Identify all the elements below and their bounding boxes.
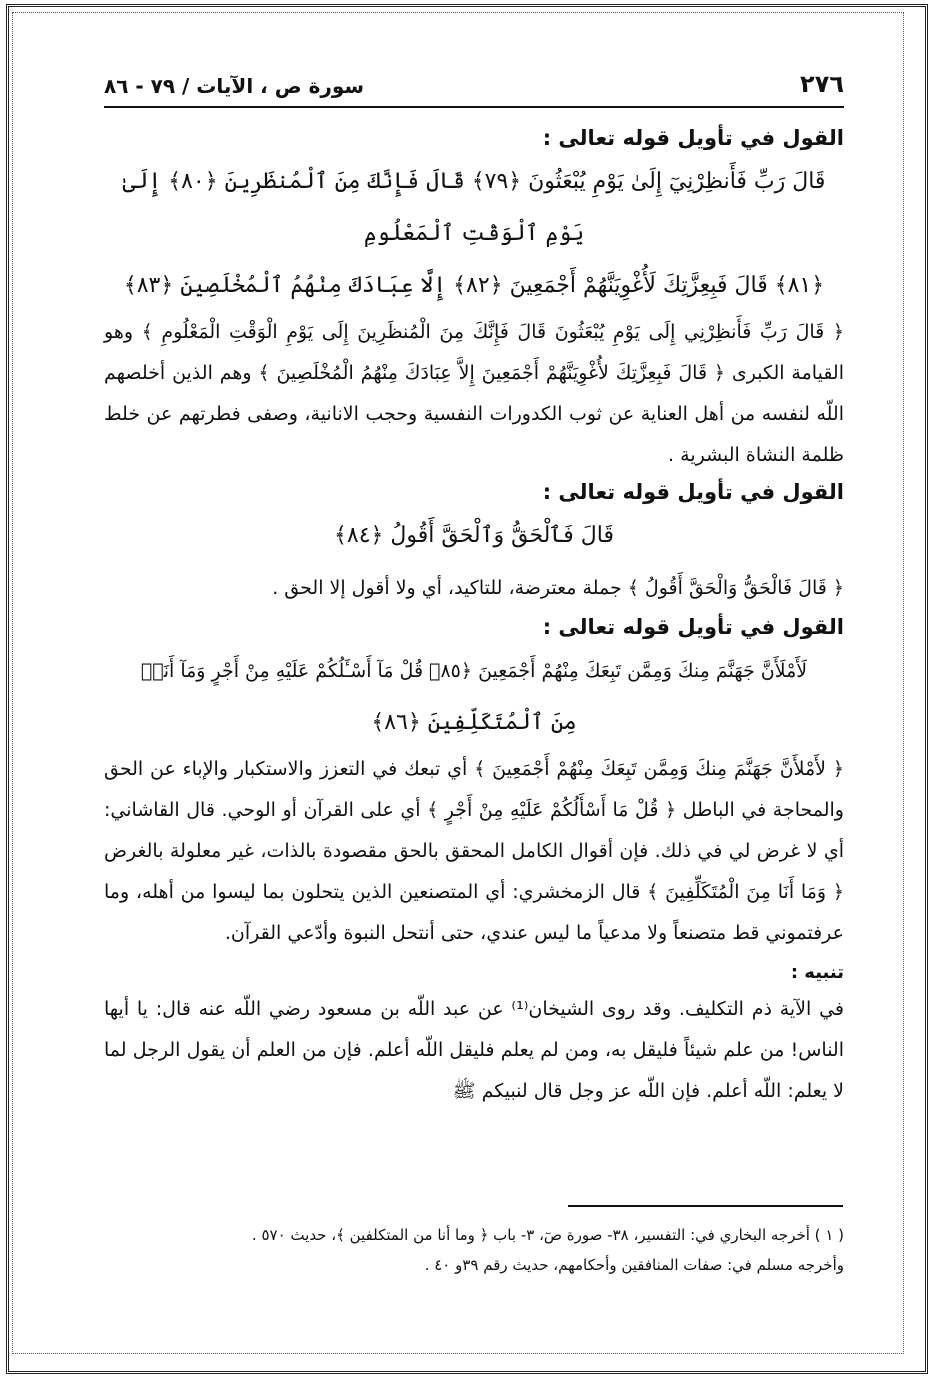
commentary-paragraph: ﴿ لأَمْلأَنَّ جَهَنَّمَ مِنكَ وَمِمَّن تَبِعَكَ مِنْهُمْ أَجْمَعِينَ ﴾ أي تبعك في التعزز والاستكبار والإباء عن الحق والمحاجة في الباطل ﴿ قُلْ مَا أَسْأَلُكُمْ عَلَيْهِ مِنْ أَجْرٍ ﴾ أي على القرآن أو الوحي. قال القاشاني: أي لا غرض لي في ذلك. فإن أقوال الكامل المحقق بالحق مقصودة بالذات، غير معلولة بالغرض ﴿ وَمَا أَنَا مِنَ الْمُتَكَلِّفِينَ ﴾ قال الزمخشري: أي المتصنعين الذين يتحلون بما ليسوا من أهله، وما عرفتموني قط متصنعاً ولا مدعياً ما ليس عندي، حتى أنتحل النبوة وأدّعي القرآن. — [104, 758, 844, 944]
page-number: ٢٧٦ — [800, 70, 844, 98]
notice-heading: تنبيه : — [790, 962, 844, 983]
page-body — [104, 58, 844, 1112]
quran-verse: ﴿٨١﴾ قَالَ فَبِعِزَّتِكَ لَأُغْوِيَنَّهُمْ أَجْمَعِينَ ﴿٨٢﴾ إِلَّا عِبَادَكَ مِنْهُمُ ٱلْمُخْلَصِينَ ﴿٨٣﴾ — [123, 273, 825, 298]
page-header — [104, 58, 844, 108]
commentary-paragraph: ﴿ قَالَ رَبِّ فَأَنظِرْنِي إِلَى يَوْمِ يُبْعَثُونَ قَالَ فَإِنَّكَ مِنَ الْمُنظَرِينَ إِلَى يَوْمِ الْوَقْتِ الْمَعْلُومِ ﴾ وهو القيامة الكبرى ﴿ قَالَ فَبِعِزَّتِكَ لأُغْوِيَنَّهُمْ أَجْمَعِينَ إِلاَّ عِبَادَكَ مِنْهُمُ الْمُخْلَصِينَ ﴾ وهم الذين أخلصهم اللّه لنفسه من أهل العناية عن ثوب الكدورات النفسية وحجب الانانية، وصفى فطرتهم عن خلط ظلمة النشاة البشرية . — [104, 321, 844, 466]
quran-verse: قَالَ رَبِّ فَأَنظِرْنِيٓ إِلَىٰ يَوْمِ يُبْعَثُونَ ﴿٧٩﴾ قَالَ فَإِنَّكَ مِنَ ٱلْمُنظَرِينَ ﴿٨٠﴾ إِلَىٰ يَوْمِ ٱلْوَقْتِ ٱلْمَعْلُومِ — [122, 169, 826, 246]
commentary-paragraph: ﴿ قَالَ فَالْحَقُّ وَالْحَقَّ أَقُولُ ﴾ جملة معترضة، للتاكيد، أي ولا أقول إلا الحق . — [272, 577, 844, 599]
quran-verse: لَأَمْلَأَنَّ جَهَنَّمَ مِنكَ وَمِمَّن تَبِعَكَ مِنْهُمْ أَجْمَعِينَ ﴿٨٥﴾ قُلْ مَآ أَسْـَٔلُكُمْ عَلَيْهِ مِنْ أَجْرٍ وَمَآ أَنَا۠ — [140, 660, 808, 682]
running-title: سورة ص ، الآيات / ٧٩ - ٨٦ — [104, 74, 365, 98]
footnote-line: وأخرجه مسلم في: صفات المنافقين وأحكامهم، حديث رقم ٣٩و ٤٠ . — [424, 1256, 844, 1274]
quran-verse: قَالَ فَٱلْحَقُّ وَٱلْحَقَّ أَقُولُ ﴿٨٤﴾ — [333, 523, 614, 548]
quran-verse: مِنَ ٱلْمُتَكَلِّفِينَ ﴿٨٦﴾ — [371, 710, 577, 735]
footnotes — [104, 1220, 844, 1280]
footnote-line: ( ١ ) أخرجه البخاري في: التفسير، ٣٨- صورة صٓ، ٣- باب ﴿ وما أنا من المتكلفين ﴾، حديث ٥٧٠ . — [251, 1226, 844, 1244]
section-heading: القول في تأويل قوله تعالى : — [542, 480, 844, 504]
section-heading: القول في تأويل قوله تعالى : — [542, 615, 844, 639]
section-heading: القول في تأويل قوله تعالى : — [542, 126, 844, 150]
footnote-separator — [568, 1205, 843, 1207]
notice-paragraph: في الآية ذم التكليف. وقد روى الشيخان⁽¹⁾ عن عبد اللّه بن مسعود رضي اللّه عنه قال: يا أيها الناس! من علم شيئاً فليقل به، ومن لم يعلم فليقل اللّه أعلم. فإن من العلم أن يقول الرجل لما لا يعلم: اللّه أعلم. فإن اللّه عز وجل قال لنبيكم ﷺ — [104, 998, 844, 1102]
